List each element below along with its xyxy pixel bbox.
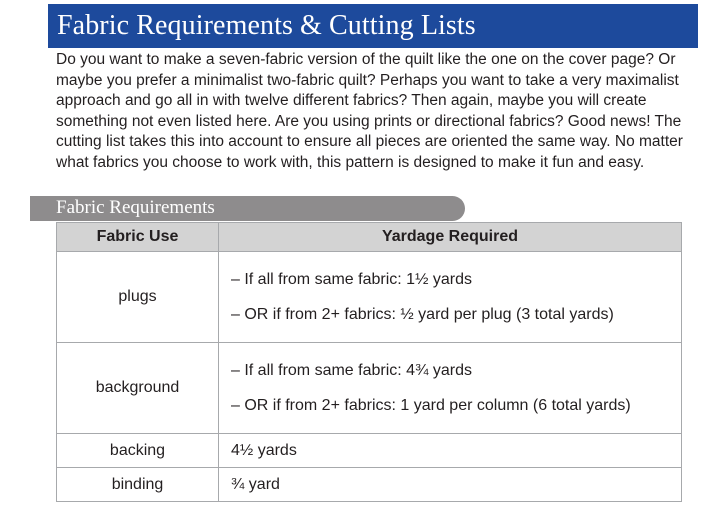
- fabric-use-cell: backing: [57, 434, 219, 468]
- section-heading-bar: [30, 196, 465, 221]
- yardage-line: – OR if from 2+ fabrics: ½ yard per plug (3 total yards): [231, 306, 614, 323]
- section-heading: Fabric Requirements: [56, 197, 215, 218]
- yardage-line: 4½ yards: [231, 442, 297, 459]
- fabric-use-cell: background: [57, 343, 219, 434]
- fabric-requirements-table: [56, 222, 682, 502]
- table-row: [57, 468, 682, 502]
- yardage-line: – If all from same fabric: 1½ yards: [231, 271, 472, 288]
- page-title: Fabric Requirements & Cutting Lists: [57, 10, 476, 41]
- yardage-cell: [219, 468, 682, 502]
- yardage-line: ¾ yard: [231, 476, 280, 493]
- yardage-cell: [219, 343, 682, 434]
- section-heading-cap: [30, 196, 56, 221]
- title-bar: [48, 4, 698, 48]
- yardage-header: Yardage Required: [219, 223, 682, 252]
- yardage-line: – OR if from 2+ fabrics: 1 yard per column (6 total yards): [231, 397, 631, 414]
- intro-paragraph: Do you want to make a seven-fabric version of the quilt like the one on the cover page? Or maybe you prefer a minimalist two-fabric quilt? Perhaps you want to take a very maximalist approach and go all in with twelve different fabrics? Then again, maybe you will create something not even listed here. Are you using prints or directional fabrics? Good news! The cutting list takes this into account to ensure all pieces are oriented the same way. No matter what fabrics you choose to work with, this pattern is designed to make it fun and easy.: [56, 51, 683, 171]
- fabric-use-cell: plugs: [57, 252, 219, 343]
- fabric-use-cell: binding: [57, 468, 219, 502]
- yardage-cell: [219, 252, 682, 343]
- table-header-row: [57, 223, 682, 252]
- table-row: [57, 343, 682, 434]
- fabric-use-header: Fabric Use: [57, 223, 219, 252]
- table-row: [57, 252, 682, 343]
- yardage-cell: [219, 434, 682, 468]
- table-row: [57, 434, 682, 468]
- yardage-line: – If all from same fabric: 4¾ yards: [231, 362, 472, 379]
